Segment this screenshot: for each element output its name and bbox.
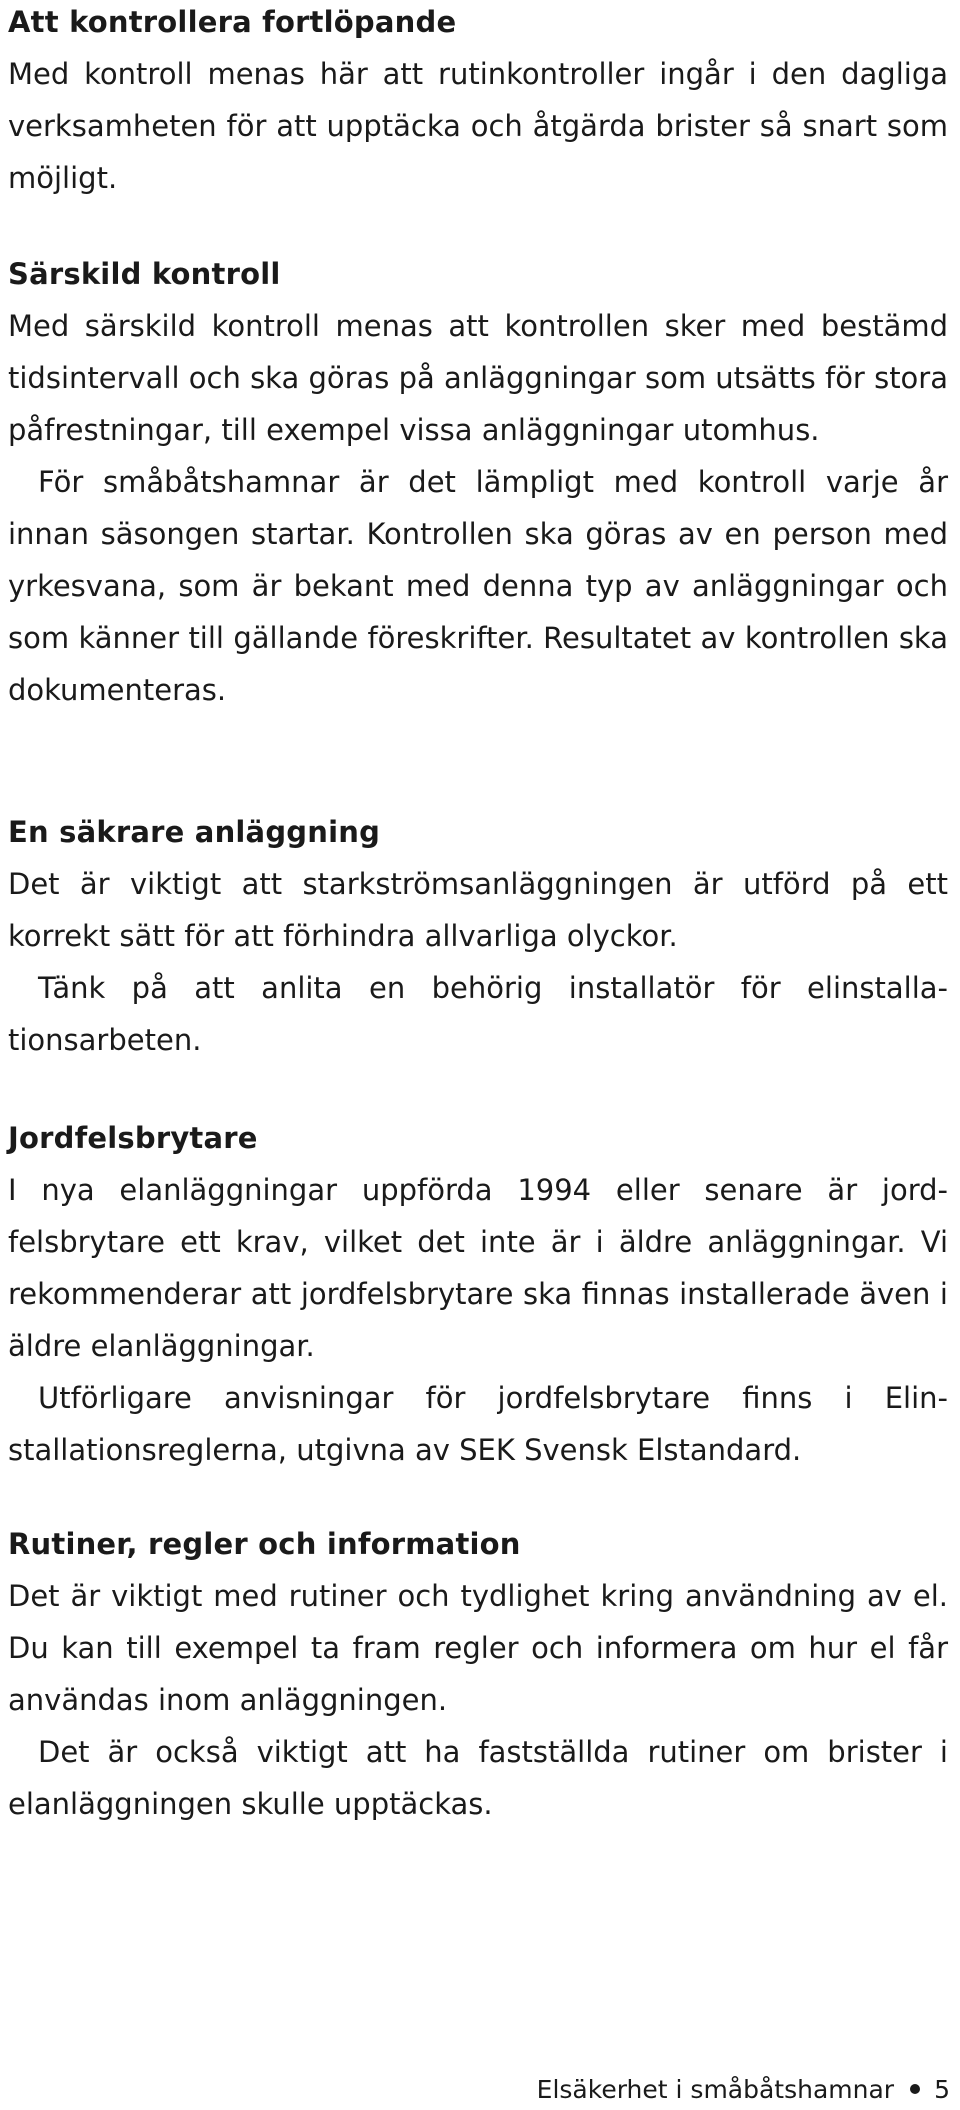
section-sakrare-anlaggning (8, 806, 948, 1066)
section-jordfelsbrytare (8, 1112, 948, 1476)
paragraph: Det är viktigt med rutiner och tydlighet kring användning av el. Du kan till exempel ta fram regler och informera om hur el får användas inom anläggningen. (8, 1579, 948, 1717)
section-heading: Att kontrollera fortlöpande (8, 5, 457, 39)
paragraph: För småbåtshamnar är det lämpligt med kontroll varje år innan säsongen startar. Kontrollen ska göras av en person med yrkesvana, som är bekant med denna typ av anläggningar och som känner till gällande föreskrifter. Resultatet av kontrollen ska dokumenteras. (8, 465, 948, 707)
footer-title: Elsäkerhet i småbåtshamnar (536, 2075, 895, 2104)
page-number: 5 (934, 2075, 950, 2104)
section-heading: En säkrare anläggning (8, 815, 381, 849)
paragraph: Med kontroll menas här att rutinkontroller ingår i den dagliga verksamheten för att upptäcka och åtgärda brister så snart som möjligt. (8, 57, 948, 195)
section-att-kontrollera (8, 0, 948, 204)
section-rutiner-regler (8, 1518, 948, 1830)
bullet-icon (910, 2084, 920, 2094)
section-sarskild-kontroll (8, 248, 948, 716)
paragraph: Det är också viktigt att ha fastställda rutiner om brister i elanläggningen skulle upptäckas. (8, 1735, 948, 1821)
section-heading: Jordfelsbrytare (8, 1121, 258, 1155)
page-footer (537, 2074, 950, 2106)
paragraph: Det är viktigt att starkströmsanläggningen är utförd på ett korrekt sätt för att förhindra allvarliga olyckor. (8, 867, 948, 953)
section-heading: Särskild kontroll (8, 257, 281, 291)
paragraph: I nya elanläggningar uppförda 1994 eller senare är jordfelsbrytare ett krav, vilket det inte är i äldre anläggningar. Vi rekommenderar att jordfelsbrytare ska finnas installerade även i äldre elanläggningar. (8, 1173, 948, 1363)
paragraph: Utförligare anvisningar för jordfelsbrytare finns i Elinstallationsreglerna, utgivna av SEK Svensk Elstandard. (8, 1381, 948, 1467)
paragraph: Med särskild kontroll menas att kontrollen sker med bestämd tidsintervall och ska göras på anläggningar som utsätts för stora påfrestningar, till exempel vissa anläggningar utomhus. (8, 309, 948, 447)
paragraph: Tänk på att anlita en behörig installatör för elinstallationsarbeten. (8, 971, 948, 1057)
section-heading: Rutiner, regler och information (8, 1527, 521, 1561)
